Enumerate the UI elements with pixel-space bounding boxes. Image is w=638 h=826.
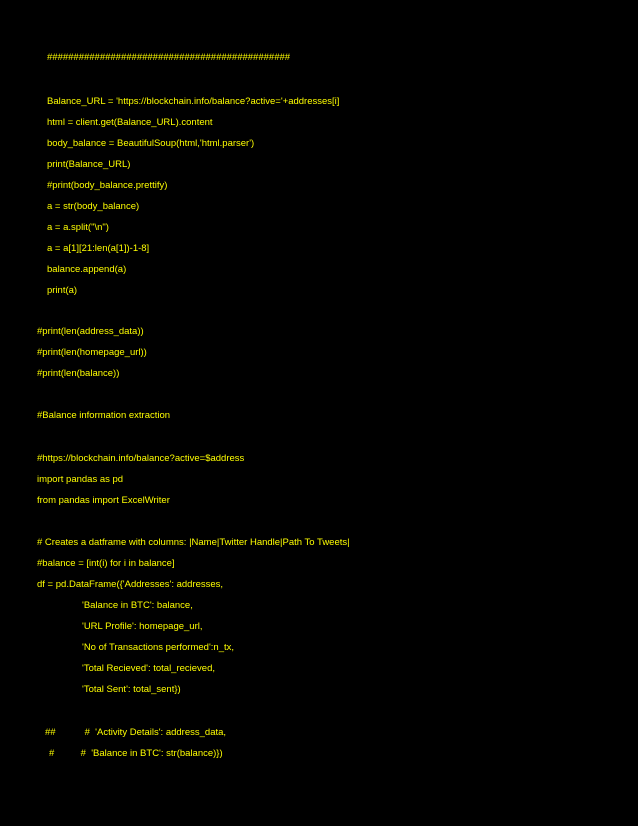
code-line: #Balance information extraction xyxy=(37,410,171,421)
code-line: #https://blockchain.info/balance?active=$address xyxy=(37,453,245,464)
code-line: # Creates a datframe with columns: |Name|Twitter Handle|Path To Tweets| xyxy=(37,537,350,548)
code-line: #print(body_balance.prettify) xyxy=(47,180,168,191)
code-line: 'URL Profile': homepage_url, xyxy=(82,621,203,632)
code-line: #balance = [int(i) for i in balance] xyxy=(37,558,175,569)
code-line: from pandas import ExcelWriter xyxy=(37,495,170,506)
code-line: ## # 'Activity Details': address_data, xyxy=(45,727,227,738)
code-line: import pandas as pd xyxy=(37,474,124,485)
code-line: a = str(body_balance) xyxy=(47,201,140,212)
code-line: 'Balance in BTC': balance, xyxy=(82,600,193,611)
code-line: Balance_URL = 'https://blockchain.info/balance?active='+addresses[i] xyxy=(47,96,340,107)
code-line: #print(len(homepage_url)) xyxy=(37,347,147,358)
code-line: balance.append(a) xyxy=(47,264,127,275)
code-line: print(Balance_URL) xyxy=(47,159,131,170)
code-line: a = a[1][21:len(a[1])-1-8] xyxy=(47,243,150,254)
code-line: 'Total Sent': total_sent}) xyxy=(82,684,181,695)
code-line: ############################################## xyxy=(47,52,291,63)
code-line: df = pd.DataFrame({'Addresses': addresses, xyxy=(37,579,224,590)
code-line: body_balance = BeautifulSoup(html,'html.parser') xyxy=(47,138,255,149)
code-line: #print(len(address_data)) xyxy=(37,326,144,337)
code-line: #print(len(balance)) xyxy=(37,368,120,379)
code-line: # # 'Balance in BTC': str(balance)}) xyxy=(49,748,223,759)
code-line: html = client.get(Balance_URL).content xyxy=(47,117,213,128)
code-line: a = a.split("\n") xyxy=(47,222,109,233)
code-line: 'Total Recieved': total_recieved, xyxy=(82,663,216,674)
code-line: 'No of Transactions performed':n_tx, xyxy=(82,642,235,653)
code-line: print(a) xyxy=(47,285,78,296)
